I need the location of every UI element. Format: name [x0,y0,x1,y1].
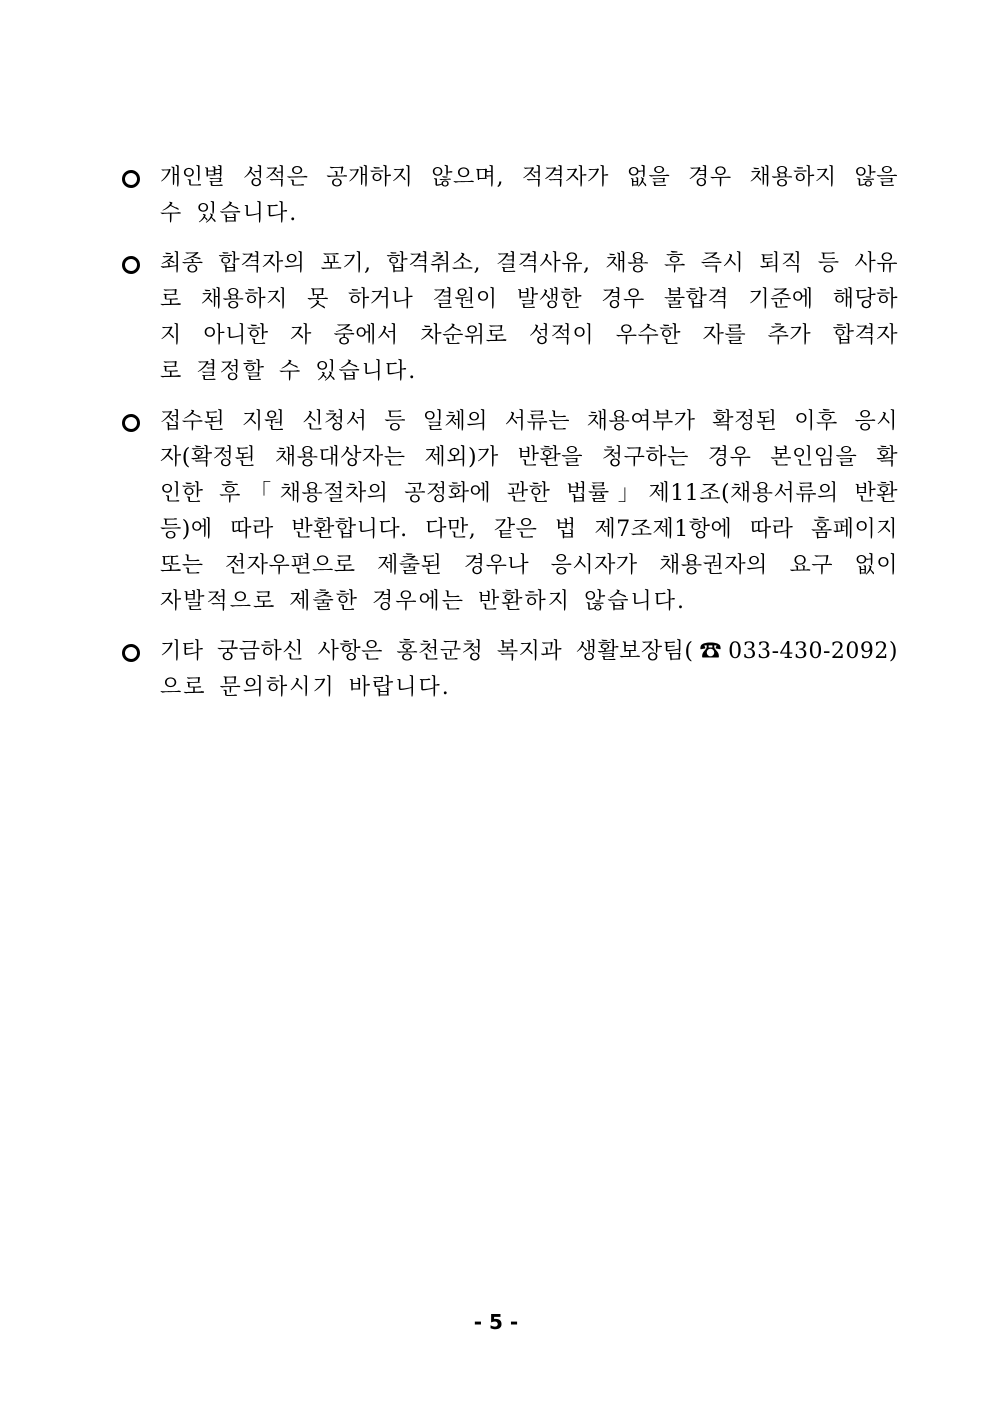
text-line: 지 아니한 자 중에서 차순위로 성적이 우수한 자를 추가 합격자 [160,323,898,348]
text-line: 기타 궁금하신 사항은 홍천군청 복지과 생활보장팀(☎033-430-2092) [160,639,898,664]
list-item [122,634,898,706]
document-body [122,160,898,720]
text-line: 로 결정할 수 있습니다. [160,359,418,384]
text-line: 인한 후「채용절차의 공정화에 관한 법률」제11조(채용서류의 반환 [160,481,898,506]
circle-bullet-icon [122,414,140,432]
circle-bullet-icon [122,644,140,662]
text-line: 등)에 따라 반환합니다. 다만, 같은 법 제7조제1항에 따라 홈페이지 [160,517,898,542]
text-line: 최종 합격자의 포기, 합격취소, 결격사유, 채용 후 즉시 퇴직 등 사유 [160,251,898,276]
text-line: 수 있습니다. [160,201,299,226]
circle-bullet-icon [122,170,140,188]
list-item [122,246,898,390]
text-line: 자발적으로 제출한 경우에는 반환하지 않습니다. [160,589,687,614]
page-number: - 5 - [473,1310,519,1334]
list-item [122,160,898,232]
text-line: 개인별 성적은 공개하지 않으며, 적격자가 없을 경우 채용하지 않을 [160,165,898,190]
text-line: 또는 전자우편으로 제출된 경우나 응시자가 채용권자의 요구 없이 [160,553,898,578]
circle-bullet-icon [122,256,140,274]
text-line: 으로 문의하시기 바랍니다. [160,675,451,700]
text-line: 접수된 지원 신청서 등 일체의 서류는 채용여부가 확정된 이후 응시 [160,409,898,434]
text-line: 로 채용하지 못 하거나 결원이 발생한 경우 불합격 기준에 해당하 [160,287,898,312]
text-line: 자(확정된 채용대상자는 제외)가 반환을 청구하는 경우 본인임을 확 [160,445,898,470]
list-item [122,404,898,620]
